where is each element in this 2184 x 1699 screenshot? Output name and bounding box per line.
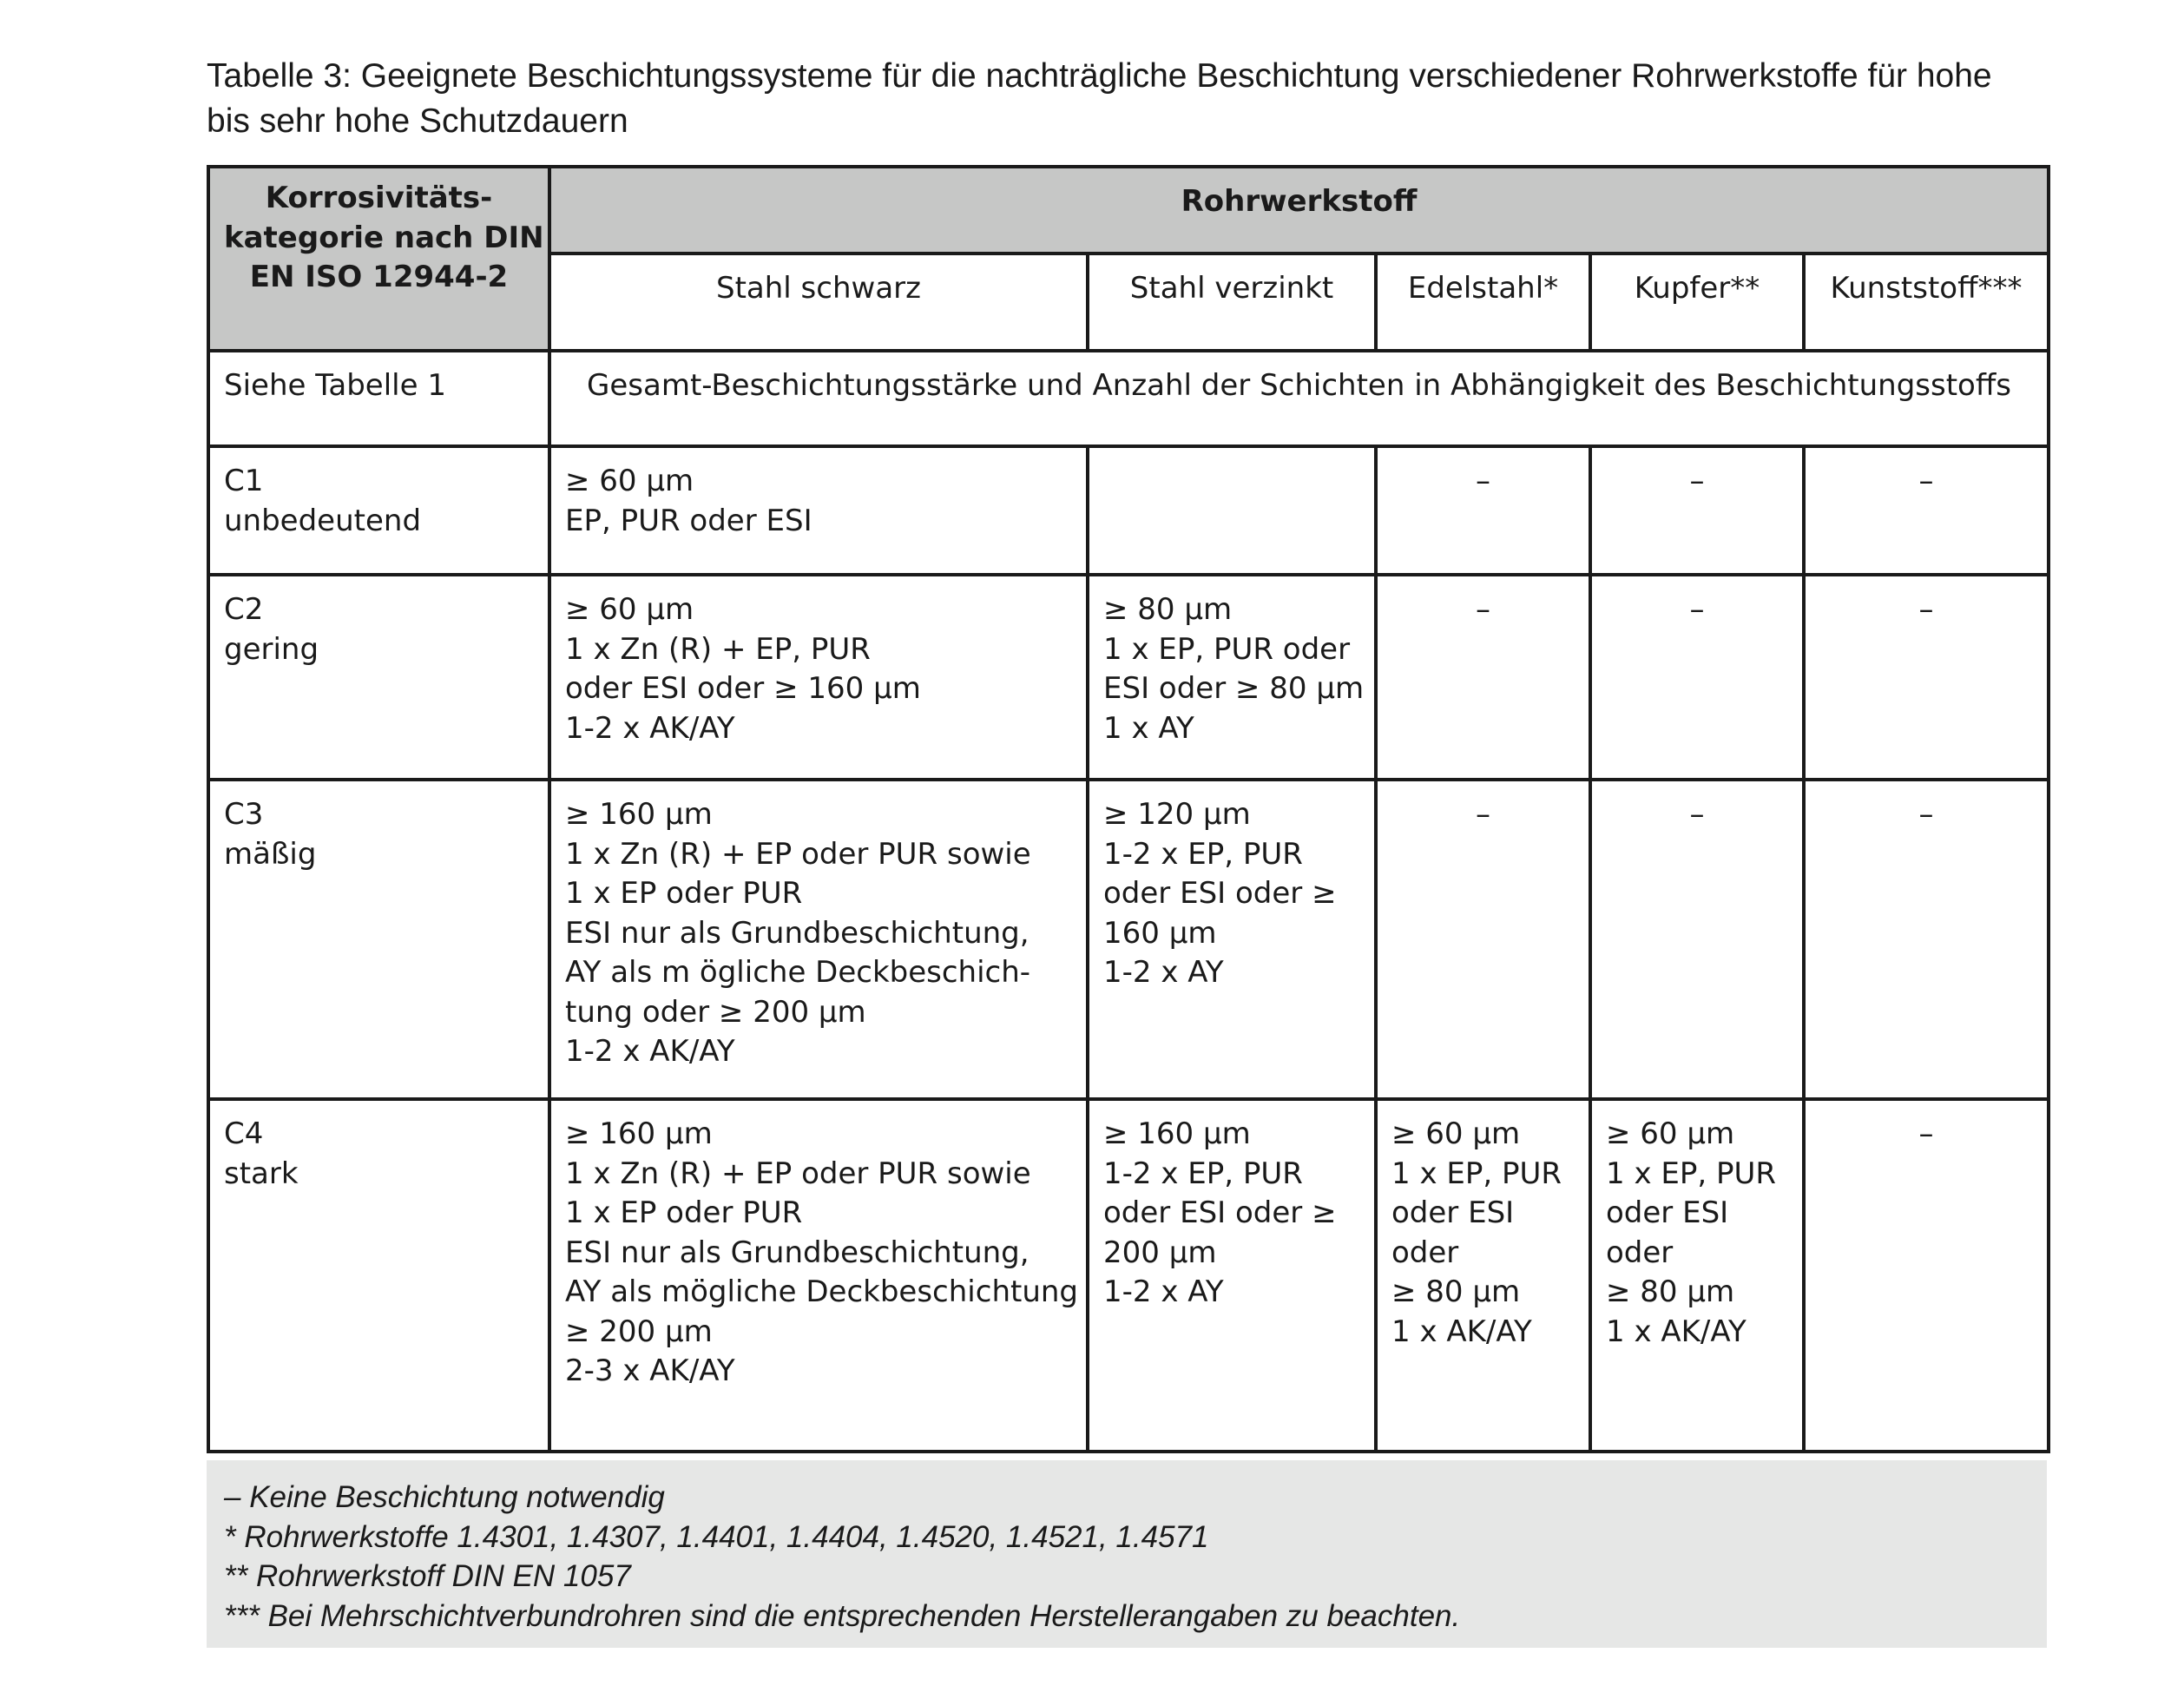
caption-line-1: Tabelle 3: Geeignete Beschichtungssysteme für die nachträgliche Beschichtung verschiedener Rohrwerkstoffe für hohe: [207, 57, 1992, 95]
category-cell: [208, 1099, 549, 1452]
footnote-kunststoff: *** Bei Mehrschichtverbundrohren sind die entsprechenden Herstellerangaben zu beachten.: [224, 1598, 1461, 1633]
cell-line: oder ESI oder ≥: [1103, 876, 1337, 911]
category-line: unbedeutend: [224, 503, 422, 538]
cell-kupfer: [1590, 1099, 1804, 1452]
cell-line: ≥ 60 µm: [1606, 1116, 1735, 1151]
cell-kupfer: [1590, 446, 1804, 575]
cell-line: oder: [1606, 1235, 1674, 1270]
cell-line: 1 x AK/AY: [1391, 1314, 1532, 1349]
cell-line: –: [1918, 797, 1934, 832]
column-header-stahl-schwarz: Stahl schwarz: [549, 254, 1088, 351]
category-line: gering: [224, 631, 319, 667]
cell-line: 1 x EP oder PUR: [565, 1195, 803, 1230]
category-line: C4: [224, 1116, 264, 1151]
corrosivity-category-header: [208, 167, 549, 351]
pipe-material-group-header: Rohrwerkstoff: [549, 167, 2049, 254]
cell-line: 1 x EP, PUR oder: [1103, 631, 1351, 667]
table-row-intro: [208, 351, 2049, 446]
cell-line: ≥ 160 µm: [1103, 1116, 1251, 1151]
cell-line: –: [1918, 592, 1934, 627]
table-row-c1: [208, 446, 2049, 575]
corner-header-line: kategorie nach DIN: [224, 220, 544, 255]
corner-header-line: Korrosivitäts-: [265, 181, 493, 215]
cell-line: 1-2 x AY: [1103, 955, 1224, 990]
cell-line: ≥ 80 µm: [1103, 592, 1233, 627]
cell-stahl-schwarz: [549, 780, 1088, 1099]
cell-line: ESI oder ≥ 80 µm: [1103, 671, 1365, 706]
cell-stahl-verzinkt: [1088, 1099, 1376, 1452]
cell-stahl-verzinkt: [1088, 780, 1376, 1099]
cell-line: 1-2 x AY: [1103, 1274, 1224, 1309]
cell-line: –: [1689, 592, 1705, 627]
cell-line: ≥ 80 µm: [1391, 1274, 1521, 1309]
cell-line: ≥ 160 µm: [565, 1116, 713, 1151]
table-row-c3: [208, 780, 2049, 1099]
category-line: C1: [224, 464, 264, 498]
category-cell: [208, 446, 549, 575]
column-header-kupfer: Kupfer**: [1590, 254, 1804, 351]
table-caption: [207, 54, 2056, 144]
cell-line: 1 x EP, PUR: [1391, 1156, 1562, 1191]
corner-header-line: EN ISO 12944-2: [249, 260, 509, 294]
cell-line: 2-3 x AK/AY: [565, 1353, 735, 1388]
cell-line: EP, PUR oder ESI: [565, 503, 812, 538]
cell-line: 1 x Zn (R) + EP oder PUR sowie: [565, 836, 1031, 872]
cell-line: AY als mögliche Deckbeschichtung: [565, 1274, 1078, 1309]
footnote-no-coating: – Keine Beschichtung notwendig: [224, 1480, 665, 1514]
cell-line: oder: [1391, 1235, 1459, 1270]
cell-line: 1 x EP, PUR: [1606, 1156, 1776, 1191]
category-cell: [208, 575, 549, 780]
cell-stahl-verzinkt: [1088, 575, 1376, 780]
category-line: C2: [224, 592, 264, 627]
table-row-c4: [208, 1099, 2049, 1452]
cell-edelstahl: [1376, 446, 1590, 575]
cell-line: 1 x Zn (R) + EP, PUR: [565, 631, 871, 667]
cell-line: 1-2 x EP, PUR: [1103, 836, 1303, 872]
cell-line: ≥ 160 µm: [565, 797, 713, 832]
cell-kunststoff: [1804, 780, 2049, 1099]
cell-line: oder ESI oder ≥ 160 µm: [565, 671, 921, 706]
cell-line: 1 x Zn (R) + EP oder PUR sowie: [565, 1156, 1031, 1191]
footnote-edelstahl: * Rohrwerkstoffe 1.4301, 1.4307, 1.4401, 1.4404, 1.4520, 1.4521, 1.4571: [224, 1519, 1209, 1554]
category-line: mäßig: [224, 836, 317, 872]
cell-line: –: [1476, 592, 1490, 627]
footnote-kupfer: ** Rohrwerkstoff DIN EN 1057: [224, 1559, 631, 1593]
cell-line: ≥ 60 µm: [1391, 1116, 1521, 1151]
cell-line: 1-2 x AK/AY: [565, 1034, 735, 1069]
cell-line: ≥ 60 µm: [565, 464, 694, 498]
cell-line: 1 x AY: [1103, 710, 1194, 746]
cell-line: 200 µm: [1103, 1235, 1217, 1270]
cell-line: ≥ 60 µm: [565, 592, 694, 627]
cell-line: tung oder ≥ 200 µm: [565, 994, 866, 1030]
cell-line: ≥ 200 µm: [565, 1314, 713, 1349]
category-cell: [208, 780, 549, 1099]
column-header-edelstahl: Edelstahl*: [1376, 254, 1590, 351]
category-line: stark: [224, 1156, 299, 1191]
cell-kupfer: [1590, 780, 1804, 1099]
cell-stahl-schwarz: [549, 575, 1088, 780]
cell-kunststoff: [1804, 446, 2049, 575]
cell-line: –: [1918, 1116, 1934, 1151]
cell-edelstahl: [1376, 1099, 1590, 1452]
cell-edelstahl: [1376, 780, 1590, 1099]
cell-kunststoff: [1804, 575, 2049, 780]
cell-line: –: [1689, 797, 1705, 832]
category-line: C3: [224, 797, 264, 832]
intro-label: Siehe Tabelle 1: [208, 351, 549, 446]
cell-stahl-schwarz: [549, 1099, 1088, 1452]
cell-line: –: [1689, 464, 1705, 498]
cell-line: 160 µm: [1103, 915, 1217, 951]
cell-line: ESI nur als Grundbeschichtung,: [565, 915, 1030, 951]
cell-line: 1 x AK/AY: [1606, 1314, 1747, 1349]
cell-line: ESI nur als Grundbeschichtung,: [565, 1235, 1030, 1270]
table-row-c2: [208, 575, 2049, 780]
cell-line: 1-2 x EP, PUR: [1103, 1156, 1303, 1191]
cell-edelstahl: [1376, 575, 1590, 780]
cell-line: 1 x EP oder PUR: [565, 876, 803, 911]
cell-kunststoff: [1804, 1099, 2049, 1452]
cell-stahl-schwarz: [549, 446, 1088, 575]
header-row-group: [208, 167, 2049, 254]
cell-line: –: [1918, 464, 1934, 498]
cell-line: oder ESI oder ≥: [1103, 1195, 1337, 1230]
cell-line: oder ESI: [1606, 1195, 1729, 1230]
cell-line: –: [1476, 464, 1490, 498]
cell-line: ≥ 80 µm: [1606, 1274, 1735, 1309]
column-header-kunststoff: Kunststoff***: [1804, 254, 2049, 351]
cell-line: oder ESI: [1391, 1195, 1515, 1230]
caption-line-2: bis sehr hohe Schutzdauern: [207, 102, 628, 140]
cell-line: ≥ 120 µm: [1103, 797, 1251, 832]
column-header-stahl-verzinkt: Stahl verzinkt: [1088, 254, 1376, 351]
cell-line: –: [1476, 797, 1490, 832]
coating-systems-table: [207, 165, 2050, 1453]
cell-line: 1-2 x AK/AY: [565, 710, 735, 746]
cell-kupfer: [1590, 575, 1804, 780]
intro-text: Gesamt-Beschichtungsstärke und Anzahl der Schichten in Abhängigkeit des Beschichtungsstoffs: [549, 351, 2049, 446]
footnotes-box: [207, 1460, 2047, 1648]
cell-stahl-verzinkt: [1088, 446, 1376, 575]
cell-line: AY als m ögliche Deckbeschich-: [565, 955, 1031, 990]
